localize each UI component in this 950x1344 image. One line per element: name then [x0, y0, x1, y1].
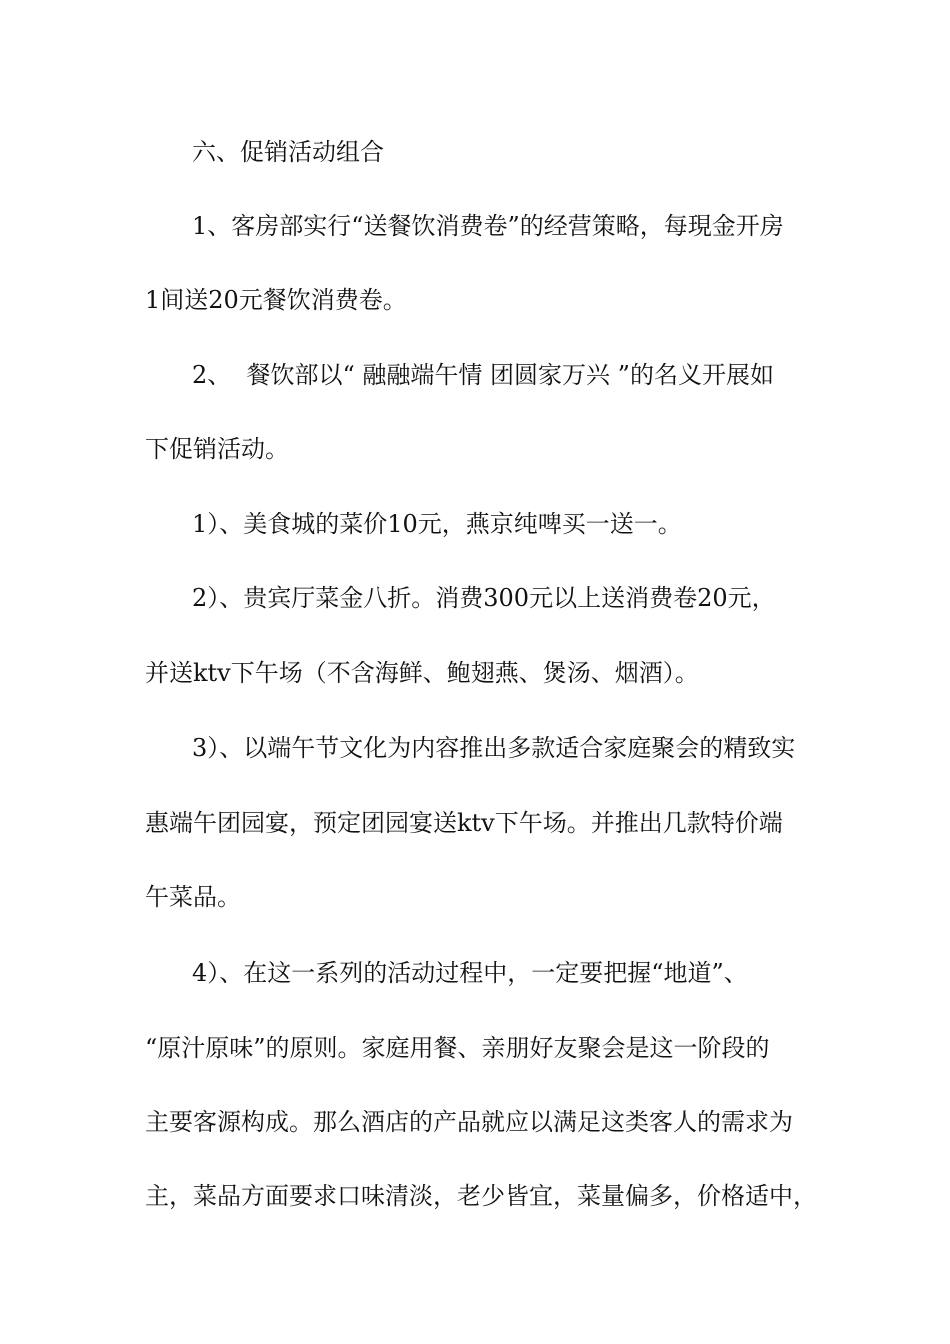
paragraph-line: 3）、以端午节文化为内容推出多款适合家庭聚会的精致实 — [192, 734, 796, 762]
paragraph-line: 下促销活动。 — [145, 435, 289, 463]
paragraph-line: 主，菜品方面要求口味清淡，老少皆宜，菜量偏多，价格适中， — [145, 1182, 817, 1210]
paragraph-line: 主要客源构成。那么酒店的产品就应以满足这类客人的需求为 — [145, 1108, 793, 1136]
paragraph-line: 并送ktv下午场（不含海鲜、鲍翅燕、煲汤、烟酒）。 — [145, 659, 699, 687]
paragraph-line: 1）、美食城的菜价10元，燕京纯啤买一送一。 — [192, 510, 682, 538]
paragraph-line: 2、 餐饮部以“ 融融端午情 团圆家万兴 ”的名义开展如 — [192, 361, 774, 389]
section-heading: 六、促销活动组合 — [192, 138, 384, 166]
paragraph-line: 惠端午团园宴，预定团园宴送ktv下午场。并推出几款特价端 — [145, 809, 783, 837]
paragraph-line: 4）、在这一系列的活动过程中，一定要把握“地道”、 — [192, 959, 748, 987]
paragraph-line: 1间送20元餐饮消费卷。 — [145, 286, 407, 314]
paragraph-line: 1、客房部实行“送餐饮消费卷”的经营策略，每現金开房 — [192, 212, 784, 240]
paragraph-line: “原汁原味”的原则。家庭用餐、亲朋好友聚会是这一阶段的 — [145, 1034, 770, 1062]
paragraph-line: 2）、贵宾厅菜金八折。消费300元以上送消费卷20元， — [192, 584, 776, 612]
paragraph-line: 午菜品。 — [145, 883, 241, 911]
